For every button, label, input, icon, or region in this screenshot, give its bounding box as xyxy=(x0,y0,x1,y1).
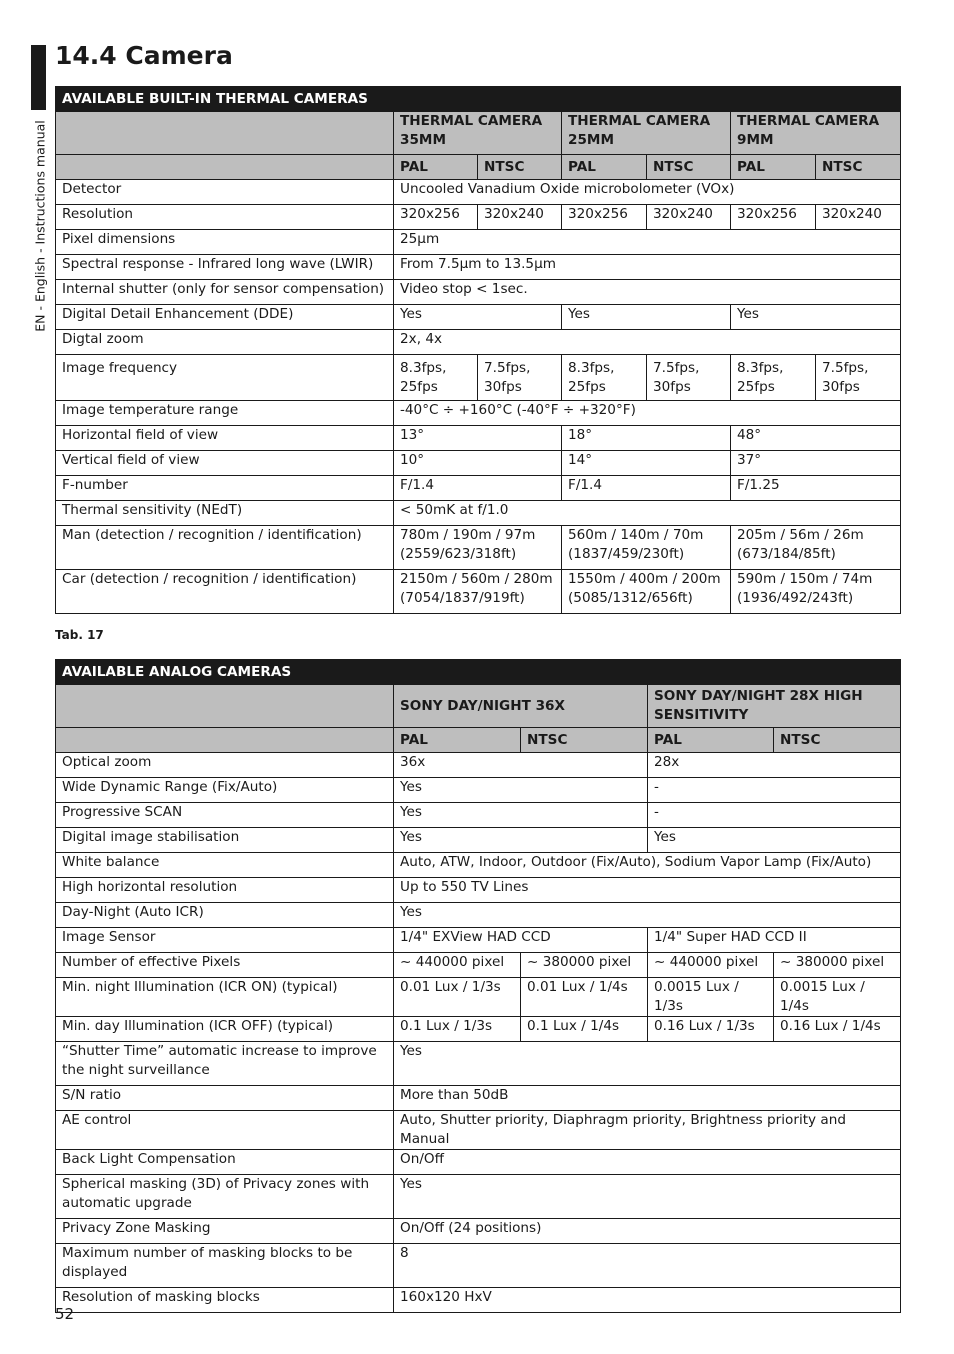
ntsc-header: NTSC xyxy=(816,155,901,180)
row-label: Man (detection / recognition / identification) xyxy=(56,526,394,570)
analog-table-title: AVAILABLE ANALOG CAMERAS xyxy=(56,660,901,685)
table-caption: Tab. 17 xyxy=(55,628,104,642)
table-row xyxy=(56,1111,901,1150)
row-value: 8.3fps, 25fps xyxy=(562,355,647,401)
row-label: Horizontal field of view xyxy=(56,426,394,451)
row-value: - xyxy=(648,803,901,828)
table-row xyxy=(56,401,901,426)
row-label: Image Sensor xyxy=(56,928,394,953)
row-value: F/1.4 xyxy=(394,476,562,501)
row-label: AE control xyxy=(56,1111,394,1150)
row-value: Yes xyxy=(394,778,648,803)
row-value: Uncooled Vanadium Oxide microbolometer (VOx) xyxy=(394,180,901,205)
table-row xyxy=(56,1219,901,1244)
row-value: ~ 380000 pixel xyxy=(774,953,901,978)
row-value: 1/4" Super HAD CCD II xyxy=(648,928,901,953)
row-value: -40°C ÷ +160°C (-40°F ÷ +320°F) xyxy=(394,401,901,426)
table-row xyxy=(56,451,901,476)
table-row xyxy=(56,305,901,330)
row-value: 37° xyxy=(731,451,901,476)
row-label: Number of effective Pixels xyxy=(56,953,394,978)
table-row xyxy=(56,953,901,978)
row-value: Yes xyxy=(562,305,731,330)
table-row xyxy=(56,230,901,255)
analog-header-blank xyxy=(56,685,394,728)
pal-header: PAL xyxy=(731,155,816,180)
row-value: 13° xyxy=(394,426,562,451)
row-value: F/1.25 xyxy=(731,476,901,501)
page-number: 52 xyxy=(55,1305,75,1323)
row-label: White balance xyxy=(56,853,394,878)
thermal-camera-35mm-header: THERMAL CAMERA 35MM xyxy=(394,112,562,155)
row-label: Min. night Illumination (ICR ON) (typical) xyxy=(56,978,394,1017)
pal-header: PAL xyxy=(562,155,647,180)
table-row xyxy=(56,255,901,280)
row-label: High horizontal resolution xyxy=(56,878,394,903)
ntsc-header: NTSC xyxy=(774,728,901,753)
row-value: 590m / 150m / 74m (1936/492/243ft) xyxy=(731,570,901,614)
row-value: Yes xyxy=(648,828,901,853)
row-value: 14° xyxy=(562,451,731,476)
table-row xyxy=(56,978,901,1017)
row-value: Yes xyxy=(394,803,648,828)
row-label: Internal shutter (only for sensor compensation) xyxy=(56,280,394,305)
table-row xyxy=(56,570,901,614)
table-row xyxy=(56,280,901,305)
row-value: ~ 440000 pixel xyxy=(648,953,774,978)
row-label: Vertical field of view xyxy=(56,451,394,476)
row-value: 10° xyxy=(394,451,562,476)
table-row xyxy=(56,1288,901,1313)
table-row xyxy=(56,853,901,878)
thermal-camera-25mm-header: THERMAL CAMERA 25MM xyxy=(562,112,731,155)
row-value: 1550m / 400m / 200m (5085/1312/656ft) xyxy=(562,570,731,614)
row-value: 2150m / 560m / 280m (7054/1837/919ft) xyxy=(394,570,562,614)
ntsc-header: NTSC xyxy=(478,155,562,180)
thermal-subheader-blank xyxy=(56,155,394,180)
row-value: 780m / 190m / 97m (2559/623/318ft) xyxy=(394,526,562,570)
row-label: Digtal zoom xyxy=(56,330,394,355)
row-label: Digital image stabilisation xyxy=(56,828,394,853)
sony-36x-header: SONY DAY/NIGHT 36X xyxy=(394,685,648,728)
row-label: Spectral response - Infrared long wave (LWIR) xyxy=(56,255,394,280)
row-value: 0.01 Lux / 1/3s xyxy=(394,978,521,1017)
row-label: Pixel dimensions xyxy=(56,230,394,255)
row-value: 320x240 xyxy=(478,205,562,230)
row-value: 0.01 Lux / 1/4s xyxy=(521,978,648,1017)
row-value: 36x xyxy=(394,753,648,778)
table-row xyxy=(56,903,901,928)
row-label: Min. day Illumination (ICR OFF) (typical) xyxy=(56,1017,394,1042)
page-title: 14.4 Camera xyxy=(55,41,233,70)
table-row xyxy=(56,778,901,803)
table-row xyxy=(56,878,901,903)
thermal-camera-9mm-header: THERMAL CAMERA 9MM xyxy=(731,112,901,155)
table-row xyxy=(56,205,901,230)
row-label: “Shutter Time” automatic increase to improve the night surveillance xyxy=(56,1042,394,1086)
table-row xyxy=(56,426,901,451)
sony-28x-header: SONY DAY/NIGHT 28X HIGH SENSITIVITY xyxy=(648,685,901,728)
row-value: Yes xyxy=(394,305,562,330)
row-value: 8.3fps, 25fps xyxy=(731,355,816,401)
row-value: 320x240 xyxy=(647,205,731,230)
row-value: ~ 440000 pixel xyxy=(394,953,521,978)
row-value: 25µm xyxy=(394,230,901,255)
table-row xyxy=(56,828,901,853)
row-value: 0.1 Lux / 1/3s xyxy=(394,1017,521,1042)
row-value: F/1.4 xyxy=(562,476,731,501)
row-value: 0.0015 Lux / 1/4s xyxy=(774,978,901,1017)
row-label: S/N ratio xyxy=(56,1086,394,1111)
row-value: Auto, ATW, Indoor, Outdoor (Fix/Auto), Sodium Vapor Lamp (Fix/Auto) xyxy=(394,853,901,878)
row-value: < 50mK at f/1.0 xyxy=(394,501,901,526)
row-value: 320x256 xyxy=(562,205,647,230)
table-row xyxy=(56,1017,901,1042)
table-row xyxy=(56,355,901,401)
row-label: F-number xyxy=(56,476,394,501)
table-row xyxy=(56,928,901,953)
row-label: Car (detection / recognition / identification) xyxy=(56,570,394,614)
table-row xyxy=(56,1086,901,1111)
row-value: 0.16 Lux / 1/3s xyxy=(648,1017,774,1042)
row-value: ~ 380000 pixel xyxy=(521,953,648,978)
row-value: Auto, Shutter priority, Diaphragm priority, Brightness priority and Manual xyxy=(394,1111,901,1150)
thermal-table-title: AVAILABLE BUILT-IN THERMAL CAMERAS xyxy=(56,87,901,112)
row-label: Resolution of masking blocks xyxy=(56,1288,394,1313)
row-value: 7.5fps, 30fps xyxy=(816,355,901,401)
row-value: From 7.5µm to 13.5µm xyxy=(394,255,901,280)
table-row xyxy=(56,330,901,355)
ntsc-header: NTSC xyxy=(647,155,731,180)
row-value: 205m / 56m / 26m (673/184/85ft) xyxy=(731,526,901,570)
table-row xyxy=(56,1175,901,1219)
table-row xyxy=(56,501,901,526)
row-label: Wide Dynamic Range (Fix/Auto) xyxy=(56,778,394,803)
row-label: Progressive SCAN xyxy=(56,803,394,828)
row-value: Yes xyxy=(394,903,901,928)
row-value: Video stop < 1sec. xyxy=(394,280,901,305)
row-value: Up to 550 TV Lines xyxy=(394,878,901,903)
row-value: 7.5fps, 30fps xyxy=(478,355,562,401)
row-value: 18° xyxy=(562,426,731,451)
row-value: 320x240 xyxy=(816,205,901,230)
pal-header: PAL xyxy=(394,728,521,753)
pal-header: PAL xyxy=(648,728,774,753)
row-label: Optical zoom xyxy=(56,753,394,778)
side-label: EN - English - Instructions manual xyxy=(32,120,48,332)
row-label: Resolution xyxy=(56,205,394,230)
row-label: Image frequency xyxy=(56,355,394,401)
row-value: 7.5fps, 30fps xyxy=(647,355,731,401)
analog-cameras-table xyxy=(55,659,901,1313)
section-marker-bar xyxy=(31,45,46,110)
row-label: Digital Detail Enhancement (DDE) xyxy=(56,305,394,330)
row-value: 320x256 xyxy=(731,205,816,230)
row-label: Maximum number of masking blocks to be displayed xyxy=(56,1244,394,1288)
row-value: 48° xyxy=(731,426,901,451)
row-label: Day-Night (Auto ICR) xyxy=(56,903,394,928)
row-value: More than 50dB xyxy=(394,1086,901,1111)
row-label: Thermal sensitivity (NEdT) xyxy=(56,501,394,526)
table-row xyxy=(56,753,901,778)
analog-subheader-blank xyxy=(56,728,394,753)
row-value: 8.3fps, 25fps xyxy=(394,355,478,401)
row-value: 2x, 4x xyxy=(394,330,901,355)
ntsc-header: NTSC xyxy=(521,728,648,753)
row-value: 8 xyxy=(394,1244,901,1288)
row-value: 28x xyxy=(648,753,901,778)
row-value: 0.0015 Lux / 1/3s xyxy=(648,978,774,1017)
table-row xyxy=(56,1042,901,1086)
row-value: On/Off xyxy=(394,1150,901,1175)
table-row xyxy=(56,476,901,501)
row-label: Image temperature range xyxy=(56,401,394,426)
row-value: 160x120 HxV xyxy=(394,1288,901,1313)
table-row xyxy=(56,1150,901,1175)
table-row xyxy=(56,1244,901,1288)
row-label: Back Light Compensation xyxy=(56,1150,394,1175)
row-value: Yes xyxy=(394,1042,901,1086)
row-value: 560m / 140m / 70m (1837/459/230ft) xyxy=(562,526,731,570)
row-value: Yes xyxy=(731,305,901,330)
pal-header: PAL xyxy=(394,155,478,180)
table-row xyxy=(56,526,901,570)
thermal-cameras-table xyxy=(55,86,901,614)
row-value: On/Off (24 positions) xyxy=(394,1219,901,1244)
row-label: Spherical masking (3D) of Privacy zones with automatic upgrade xyxy=(56,1175,394,1219)
table-row xyxy=(56,803,901,828)
table-row xyxy=(56,180,901,205)
row-value: 0.1 Lux / 1/4s xyxy=(521,1017,648,1042)
row-label: Detector xyxy=(56,180,394,205)
row-value: Yes xyxy=(394,828,648,853)
row-value: Yes xyxy=(394,1175,901,1219)
row-value: 0.16 Lux / 1/4s xyxy=(774,1017,901,1042)
row-value: 1/4" EXView HAD CCD xyxy=(394,928,648,953)
row-value: 320x256 xyxy=(394,205,478,230)
row-value: - xyxy=(648,778,901,803)
row-label: Privacy Zone Masking xyxy=(56,1219,394,1244)
thermal-header-blank xyxy=(56,112,394,155)
